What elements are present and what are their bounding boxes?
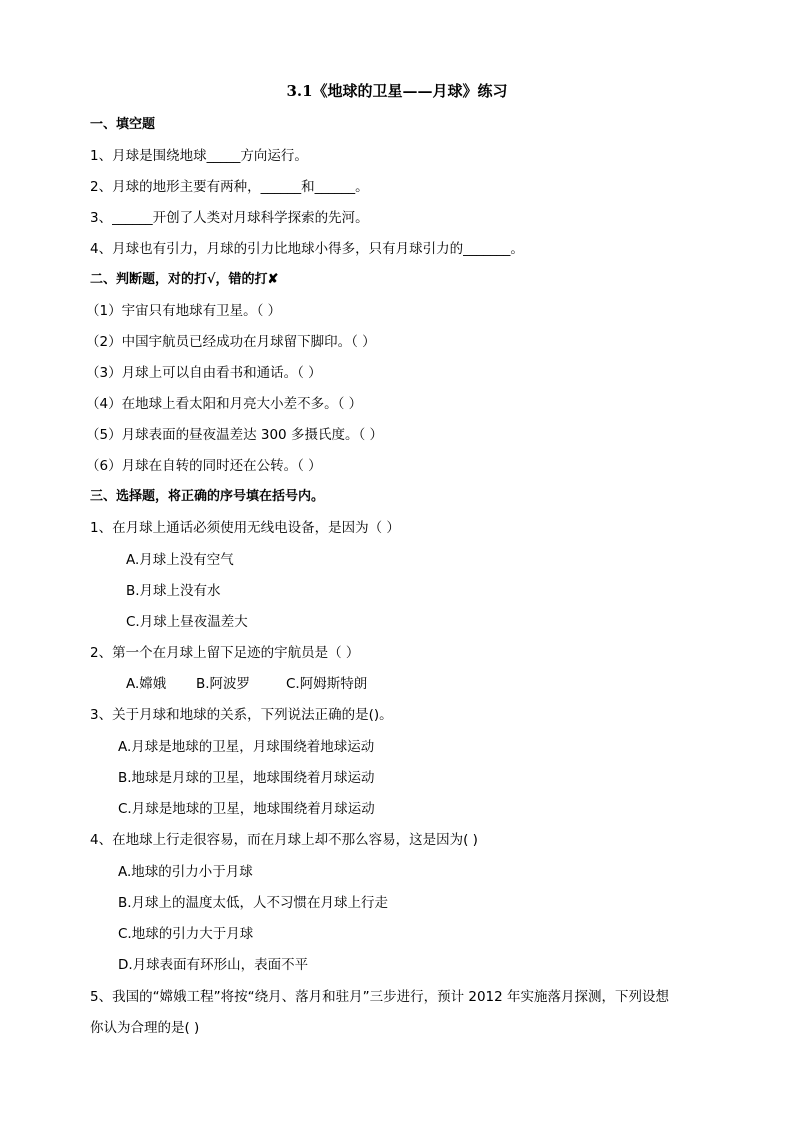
choice-question-4: 4、在地球上行走很容易，而在月球上却不那么容易，这是因为( ) bbox=[90, 832, 478, 848]
section-heading-choice: 三、选择题，将正确的序号填在括号内。 bbox=[90, 489, 325, 504]
choice-q3-option-c: C.月球是地球的卫星，地球围绕着月球运动 bbox=[118, 801, 375, 817]
judge-question-6: （6）月球在自转的同时还在公转。（ ） bbox=[86, 458, 322, 474]
choice-question-1: 1、在月球上通话必须使用无线电设备，是因为（ ） bbox=[90, 520, 400, 536]
choice-q1-option-c: C.月球上昼夜温差大 bbox=[126, 614, 248, 630]
judge-question-2: （2）中国宇航员已经成功在月球留下脚印。（ ） bbox=[86, 334, 376, 350]
judge-question-1: （1）宇宙只有地球有卫星。（ ） bbox=[86, 303, 282, 319]
judge-question-4: （4）在地球上看太阳和月亮大小差不多。（ ） bbox=[86, 396, 363, 412]
fill-question-1: 1、月球是围绕地球_____方向运行。 bbox=[90, 148, 308, 164]
fill-question-2: 2、月球的地形主要有两种，______和______。 bbox=[90, 179, 369, 195]
choice-q2-option-b: B.阿波罗 bbox=[196, 676, 251, 692]
choice-q1-option-b: B.月球上没有水 bbox=[126, 583, 221, 599]
choice-q4-option-c: C.地球的引力大于月球 bbox=[118, 926, 254, 942]
choice-q3-option-a: A.月球是地球的卫星，月球围绕着地球运动 bbox=[118, 739, 375, 755]
section-heading-fill: 一、填空题 bbox=[90, 117, 156, 132]
page-title: 3.1《地球的卫星——月球》练习 bbox=[286, 82, 508, 100]
choice-q4-option-d: D.月球表面有环形山，表面不平 bbox=[118, 957, 309, 973]
judge-question-5: （5）月球表面的昼夜温差达 300 多摄氏度。（ ） bbox=[86, 427, 383, 443]
choice-question-3: 3、关于月球和地球的关系，下列说法正确的是()。 bbox=[90, 707, 393, 723]
choice-q4-option-b: B.月球上的温度太低，人不习惯在月球上行走 bbox=[118, 895, 389, 911]
choice-question-2: 2、第一个在月球上留下足迹的宇航员是（ ） bbox=[90, 645, 360, 661]
choice-q2-options bbox=[126, 675, 367, 693]
choice-q4-option-a: A.地球的引力小于月球 bbox=[118, 864, 253, 880]
section-heading-judge: 二、判断题，对的打√，错的打✘ bbox=[90, 272, 279, 287]
choice-question-5-line1: 5、我国的“嫦娥工程”将按“绕月、落月和驻月”三步进行，预计 2012 年实施落月探测，下列设想 bbox=[90, 989, 670, 1005]
fill-question-4: 4、月球也有引力，月球的引力比地球小得多，只有月球引力的_______。 bbox=[90, 241, 524, 257]
choice-q3-option-b: B.地球是月球的卫星，地球围绕着月球运动 bbox=[118, 770, 375, 786]
choice-question-5-line2: 你认为合理的是( ) bbox=[90, 1020, 200, 1036]
choice-q2-option-a: A.嫦娥 bbox=[126, 676, 167, 692]
choice-q2-option-c: C.阿姆斯特朗 bbox=[286, 676, 368, 692]
fill-question-3: 3、______开创了人类对月球科学探索的先河。 bbox=[90, 210, 369, 226]
judge-question-3: （3）月球上可以自由看书和通话。（ ） bbox=[86, 365, 322, 381]
choice-q1-option-a: A.月球上没有空气 bbox=[126, 552, 234, 568]
